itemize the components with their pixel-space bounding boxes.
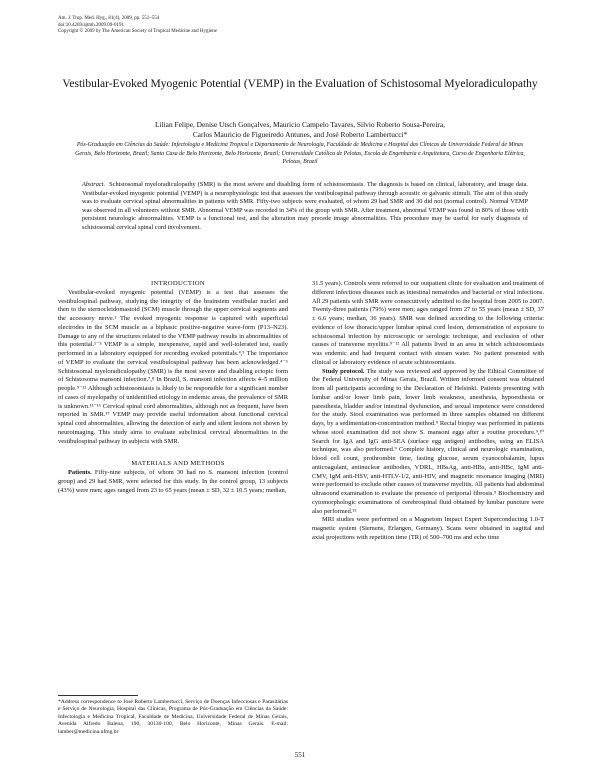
abstract-text: Schistosomal myeloradiculopathy (SMR) is the most severe and disabling form of schistosomiasis. The diagnosis is based on clinical, laboratory, and image data. Vestibular-evoked myogenic potential (VEMP) is a neurophysiologic test that assesses the vestibulospinal pathway through acoustic or galvanic stimuli. The aim of this study was to evaluate cervical spinal abnormalities in patients with SMR. Fifty-two subjects were evaluated, of whom 29 had SMR and 30 did not (normal control). Normal VEMP was observed in all volunteers without SMR. Abnormal VEMP was recorded in 34% of the group with SMR. After treatment, abnormal VEMP was found in 80% of those with persistent neurologic abnormalities. VEMP is a functional test, and the alteration may precede image abnormalities. This procedure may be useful for early diagnosis of schistosomal cervical spinal cord involvement. bbox=[82, 181, 529, 231]
mri-paragraph: MRI studies were performed on a Magnetom Impact Expert Superconducting 1.0-T magnetic system (Siemens, Erlangen, Germany). Scans were obtained in sagittal and axial projections with repetition time (TR) of 500–700 ms and echo time bbox=[312, 516, 544, 541]
protocol-text: The study was reviewed and approved by the Ethical Committee of the Federal University of Minas Gerais, Brazil. Written informed consent was obtained from all participants according to the Declaration of Helsinki. Patients presenting with lumbar and/or lower limb pain, lower limb weakness, anesthesia, hypoesthesia or paresthesia, bladder and/or intestinal dysfunction, and sexual impotence were considered for the study. Stool examination was performed in three samples obtained on different days, by a sedimentation-concentration method.⁹ Rectal biopsy was performed in patients whose stool examination did not show S. mansoni eggs after a routine procedure.⁹,¹⁰ Search for IgA and IgG anti-SEA (surface egg antigen) antibodies, using an ELISA technique, was also performed.⁹ Complete history, clinical and neurologic examination, blood cell count, prothrombin time, fasting glucose, serum cyanocobalamin, lupus anticoagulant, antinuclear antibodies, VDRL, HBsAg, anti-HBs, anti-HBc, IgM anti-CMV, IgM anti-HSV, anti-HTLV-1/2, anti-HIV, and magnetic resonance imaging (MRI) were performed to exclude other causes of transverse myelitis. All patients had abdominal ultrasound examination to evaluate the presence of periportal fibrosis.⁹ Biochemistry and cytomorphologic examinations of cerebrospinal fluid obtained by lumbar puncture were also performed.¹⁵ bbox=[312, 367, 545, 515]
abstract-label: Abstract. bbox=[82, 181, 106, 188]
doi: doi:10.4269/ajtmh.2009.09-0191 bbox=[58, 22, 124, 28]
article-title: Vestibular-Evoked Myogenic Potential (VEMP) in the Evaluation of Schistosomal Myeloradiculopathy bbox=[62, 78, 538, 90]
copyright: Copyright © 2009 by The American Society of Tropical Medicine and Hygiene bbox=[58, 29, 217, 34]
authors-line-2: Carlos Mauricio de Figueiredo Antunes, and José Roberto Lambertucci* bbox=[192, 130, 408, 139]
left-column bbox=[58, 280, 288, 495]
correspondence-footnote: *Address correspondence to José Roberto Lambertucci, Serviço de Doenças Infecciosas e Parasitárias e Serviço de Neurologia, Hospital das Clínicas, Programa de Pós-Graduação em Ciências da Saúde: Infectologia e Medicina Tropical, Faculdade de Medicina, Universidade Federal de Minas Gerais, Avenida Alfredo Balena, 190, 30130-100, Belo Horizonte, Minas Gerais. E-mail: lamber@medicina.ufmg.br bbox=[58, 699, 288, 735]
patients-paragraph bbox=[58, 469, 288, 495]
affiliations: Pós-Graduação em Ciências da Saúde: Infectologia e Medicina Tropical e Departamento de Neurologia, Faculdade de Medicina e Hospital das Clínicas da Universidade Federal de Minas Gerais, Belo Horizonte, Brazil; Santa Casa de Belo Horizonte, Belo Horizonte, Brazil; Universidade Católica de Pelotas, Escola de Engenharia e Arquitetura, Curso de Engenharia Elétrica, Pelotas, Brazil bbox=[75, 142, 525, 165]
protocol-paragraph bbox=[312, 368, 544, 517]
author-list bbox=[60, 120, 540, 140]
journal-header bbox=[58, 16, 217, 36]
right-column bbox=[312, 280, 544, 543]
introduction-paragraph: Vestibular-evoked myogenic potential (VEMP) is a test that assesses the vestibulospinal pathway, studying the integrity of the brainstem vestibular nuclei and then to the sternocleidomastoid (SCM) muscle through the upper cervical segments and the accessory nerve.¹ The evoked myogenic response is captured with superficial electrodes in the SCM muscle as a biphasic positive-negative wave-form (P13–N23). Damage to any of the structures related to the VEMP pathway results in abnormalities of this potential.¹⁻³ VEMP is a simple, inexpensive, rapid and well-tolerated test, easily performed in a laboratory equipped for recording evoked potentials.⁴,⁵ The importance of VEMP to evaluate the cervical vestibulospinal pathway has been acknowledged.⁴⁻⁶ Schistosomal myeloradiculopathy (SMR) is the most severe and disabling ectopic form of Schistosoma mansoni infection.⁷,⁸ In Brazil, S. mansoni infection affects 4–5 million people.⁹⁻¹² Although schistosomiasis is likely to be responsible for a significant number of cases of myelopathy of unidentified etiology in endemic areas, the prevalence of SMR is unknown.¹¹⁻¹⁶ Cervical spinal cord abnormalities, although not as frequent, have been reported in SMR.¹⁷ VEMP may provide useful information about functional cervical spinal cord abnormalities, allowing the detection of early and silent lesions not shown by neuroimaging. This study aims to evaluate subclinical cervical abnormalities in the vestibulospinal pathway in subjects with SMR. bbox=[58, 288, 288, 445]
patients-text: Fifty-nine subjects, of whom 30 had no S. mansoni infection (control group) and 29 had SMR, were selected for this study. In the control group, 13 subjects (43%) were men; ages ranged from 23 to 65 years (mean ± SD, 32 ± 10.5 years; median, bbox=[58, 469, 289, 494]
footnote-rule bbox=[58, 695, 138, 696]
patients-continued: 31.5 years). Controls were referred to our outpatient clinic for evaluation and treatment of different infectious diseases such as intestinal nematodes and bacterial or viral infections. All 29 patients with SMR were consecutively admitted to the hospital from 2005 to 2007. Twenty-three patients (79%) were men; ages ranged from 27 to 55 years (mean ± SD, 37 ± 6.6 years; median, 36 years). SMR was defined according to the following criteria: evidence of low thoracic/upper lumbar spinal cord lesion, demonstration of exposure to schistosomal infection by microscopic or serologic technique, and exclusion of other causes of transverse myelitis.⁹⁻¹² All patients lived in an area in which schistosomiasis was endemic and had frequent contact with stream water. No patient presented with clinical or laboratory evidence of acute schistosomiasis. bbox=[312, 280, 544, 366]
introduction-heading: INTRODUCTION bbox=[150, 280, 206, 287]
methods-heading: MATERIALS AND METHODS bbox=[131, 460, 225, 468]
abstract bbox=[82, 181, 528, 233]
patients-runin: Patients. bbox=[68, 469, 92, 476]
protocol-runin: Study protocol. bbox=[322, 367, 365, 375]
journal-citation: Am. J. Trop. Med. Hyg., 81(4), 2009, pp. 551–554 bbox=[58, 16, 160, 21]
page-number: 551 bbox=[294, 751, 306, 759]
authors-line-1: Lilian Felipe, Denise Utsch Gonçalves, Mauricio Campelo Tavares, Silvio Roberto Sousa-Pereira, bbox=[155, 120, 445, 129]
